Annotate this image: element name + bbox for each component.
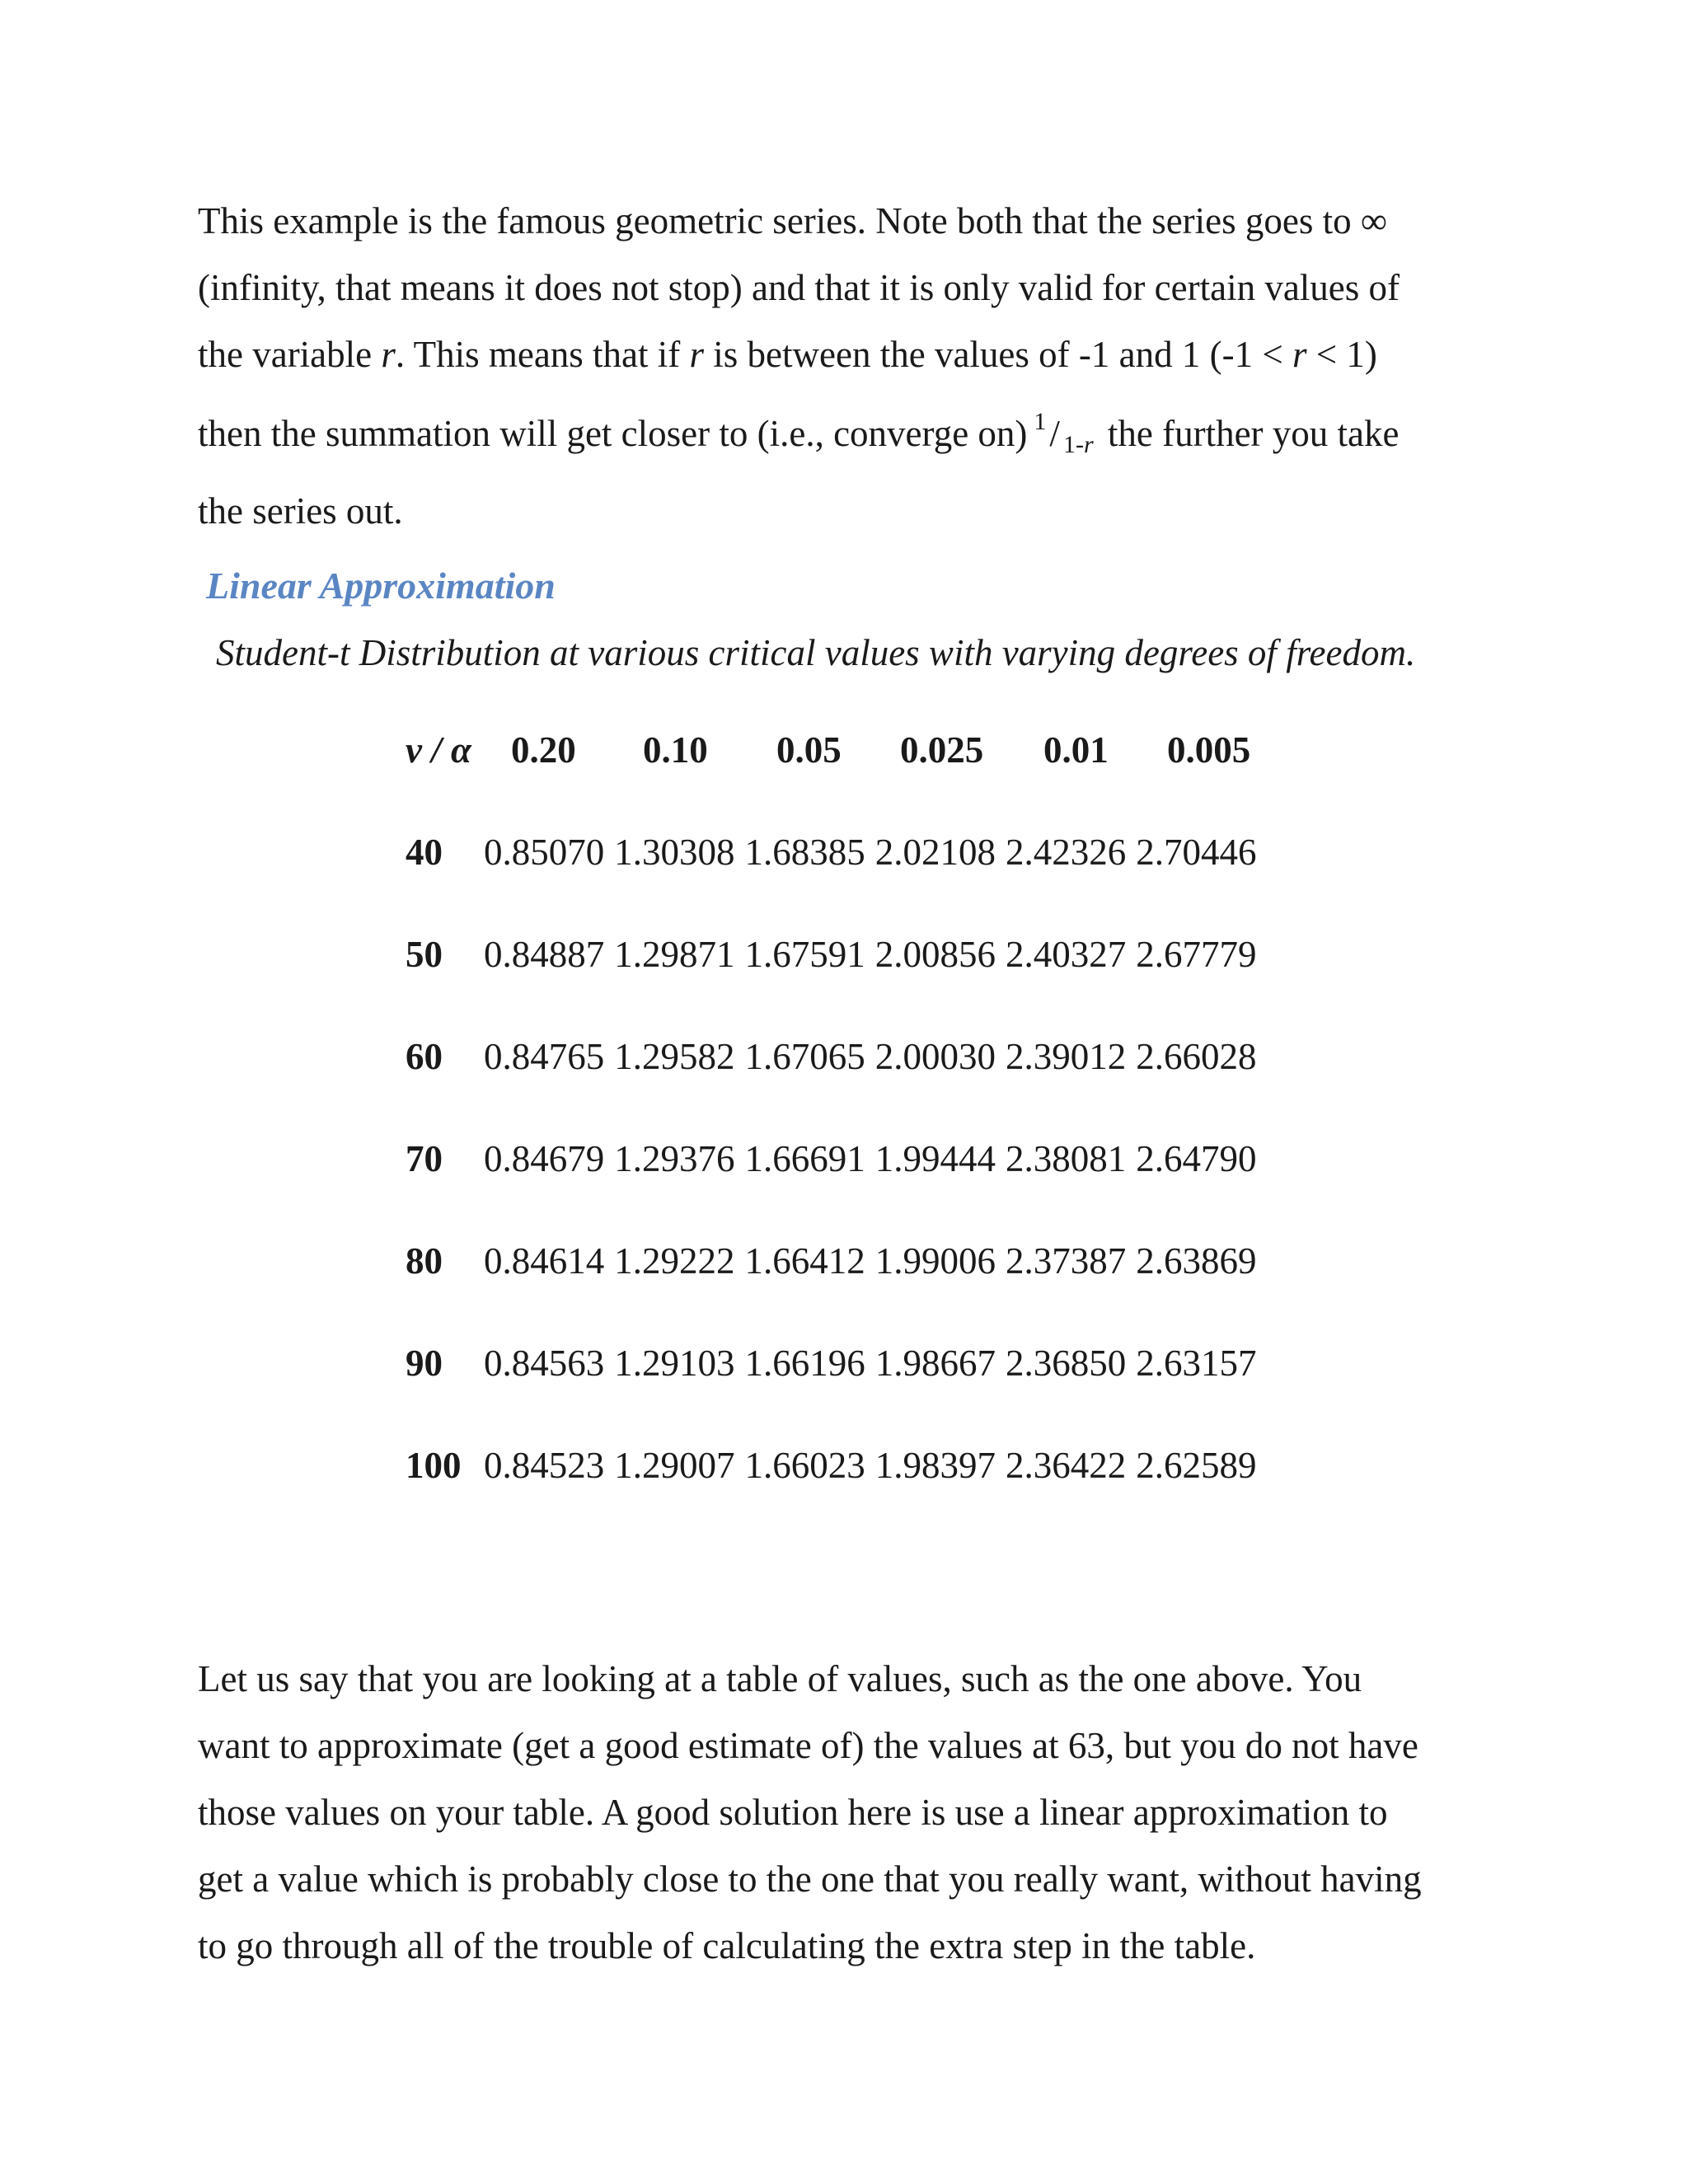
table-cell: 1.29871 bbox=[614, 934, 735, 975]
table-cell: 2.00856 bbox=[874, 934, 996, 975]
table-body bbox=[406, 831, 1267, 1546]
header-alpha: 0.10 bbox=[643, 729, 708, 771]
table-row bbox=[406, 1240, 1267, 1342]
table-cell: 1.67065 bbox=[744, 1036, 865, 1077]
intro-line-2: (infinity, that means it does not stop) and that it is only valid for certain values of bbox=[198, 267, 1400, 308]
table-cell: 1.66412 bbox=[744, 1240, 865, 1282]
header-corner: v / α bbox=[406, 729, 471, 771]
variable-r: r bbox=[689, 334, 705, 375]
table-cell: 1.66196 bbox=[744, 1343, 865, 1384]
table-cell: 1.99444 bbox=[874, 1138, 996, 1179]
outro-paragraph bbox=[198, 1646, 1517, 1980]
table-cell: 2.63157 bbox=[1136, 1343, 1257, 1384]
row-label: 40 bbox=[406, 832, 443, 873]
table-row bbox=[406, 831, 1267, 933]
fraction-denominator-text: 1- bbox=[1062, 431, 1084, 458]
table-cell: 2.38081 bbox=[1006, 1138, 1127, 1179]
intro-paragraph bbox=[198, 188, 1517, 545]
intro-text: the variable bbox=[198, 334, 382, 375]
outro-line: Let us say that you are looking at a table of values, such as the one above. You bbox=[198, 1658, 1362, 1699]
table-cell: 2.40327 bbox=[1006, 934, 1127, 975]
header-alpha: 0.05 bbox=[776, 729, 842, 771]
table-caption: Student-t Distribution at various critical values with varying degrees of freedom. bbox=[216, 632, 1416, 673]
table-cell: 0.85070 bbox=[484, 832, 605, 873]
intro-line-1: This example is the famous geometric series. Note both that the series goes to ∞ bbox=[198, 200, 1387, 241]
row-label: 90 bbox=[406, 1343, 443, 1384]
row-label: 60 bbox=[406, 1036, 443, 1077]
table-cell: 1.68385 bbox=[744, 832, 865, 873]
table-cell: 0.84523 bbox=[484, 1445, 605, 1486]
table-row bbox=[406, 933, 1267, 1035]
table-cell: 2.36850 bbox=[1006, 1343, 1127, 1384]
table-cell: 1.98667 bbox=[874, 1343, 996, 1384]
intro-text: . This means that if bbox=[395, 334, 690, 375]
fraction-slash: / bbox=[1049, 413, 1060, 454]
table-cell: 2.63869 bbox=[1136, 1240, 1257, 1282]
table-cell: 2.02108 bbox=[874, 832, 996, 873]
variable-r: r bbox=[1083, 431, 1094, 458]
fraction-denominator bbox=[1063, 431, 1094, 458]
table-cell: 2.36422 bbox=[1006, 1445, 1127, 1486]
section-heading: Linear Approximation bbox=[206, 565, 556, 607]
outro-line: to go through all of the trouble of calculating the extra step in the table. bbox=[198, 1925, 1256, 1966]
table-cell: 2.64790 bbox=[1136, 1138, 1257, 1179]
table-cell: 0.84765 bbox=[484, 1036, 605, 1077]
intro-text: is between the values of -1 and 1 (-1 < bbox=[704, 334, 1292, 375]
table-cell: 0.84614 bbox=[484, 1240, 605, 1282]
table-cell: 1.29007 bbox=[614, 1445, 735, 1486]
table-cell: 1.30308 bbox=[614, 832, 735, 873]
table-cell: 1.29222 bbox=[614, 1240, 735, 1282]
table-cell: 2.67779 bbox=[1136, 934, 1257, 975]
table-row bbox=[406, 1444, 1267, 1546]
outro-line: get a value which is probably close to the one that you really want, without having bbox=[198, 1858, 1422, 1900]
table-cell: 1.67591 bbox=[744, 934, 865, 975]
table-cell: 1.29103 bbox=[614, 1343, 735, 1384]
intro-line-3 bbox=[198, 321, 1517, 388]
intro-line-4 bbox=[198, 388, 1517, 478]
table-cell: 2.62589 bbox=[1136, 1445, 1257, 1486]
table-cell: 1.98397 bbox=[874, 1445, 996, 1486]
table-row bbox=[406, 1137, 1267, 1240]
row-label: 100 bbox=[406, 1445, 462, 1486]
table-cell: 2.00030 bbox=[874, 1036, 996, 1077]
row-label: 70 bbox=[406, 1138, 443, 1179]
intro-line-5: the series out. bbox=[198, 490, 403, 532]
table-cell: 2.39012 bbox=[1006, 1036, 1127, 1077]
variable-r: r bbox=[1292, 334, 1307, 375]
fraction-numerator: 1 bbox=[1034, 408, 1047, 435]
variable-r: r bbox=[381, 334, 396, 375]
table-cell: 2.42326 bbox=[1006, 832, 1127, 873]
header-alpha: 0.20 bbox=[511, 729, 576, 771]
table-cell: 1.29376 bbox=[614, 1138, 735, 1179]
table-cell: 2.66028 bbox=[1136, 1036, 1257, 1077]
table-cell: 1.66691 bbox=[744, 1138, 865, 1179]
table-cell: 0.84563 bbox=[484, 1343, 605, 1384]
intro-text: the further you take bbox=[1098, 413, 1400, 454]
table-cell: 1.99006 bbox=[874, 1240, 996, 1282]
table-cell: 1.66023 bbox=[744, 1445, 865, 1486]
header-alpha: 0.01 bbox=[1043, 729, 1109, 771]
table-cell: 0.84679 bbox=[484, 1138, 605, 1179]
row-label: 80 bbox=[406, 1240, 443, 1282]
intro-text: < 1) bbox=[1306, 334, 1377, 375]
row-label: 50 bbox=[406, 934, 443, 975]
outro-line: those values on your table. A good solution here is use a linear approximation to bbox=[198, 1792, 1388, 1833]
table-cell: 2.70446 bbox=[1136, 832, 1257, 873]
table-row bbox=[406, 1035, 1267, 1137]
table-cell: 1.29582 bbox=[614, 1036, 735, 1077]
outro-line: want to approximate (get a good estimate of) the values at 63, but you do not have bbox=[198, 1725, 1418, 1766]
header-alpha: 0.025 bbox=[900, 729, 984, 771]
table-cell: 0.84887 bbox=[484, 934, 605, 975]
intro-text: then the summation will get closer to (i.e., converge on) bbox=[198, 413, 1028, 454]
header-alpha: 0.005 bbox=[1167, 729, 1251, 771]
table-cell: 2.37387 bbox=[1006, 1240, 1127, 1282]
table-row bbox=[406, 1342, 1267, 1444]
